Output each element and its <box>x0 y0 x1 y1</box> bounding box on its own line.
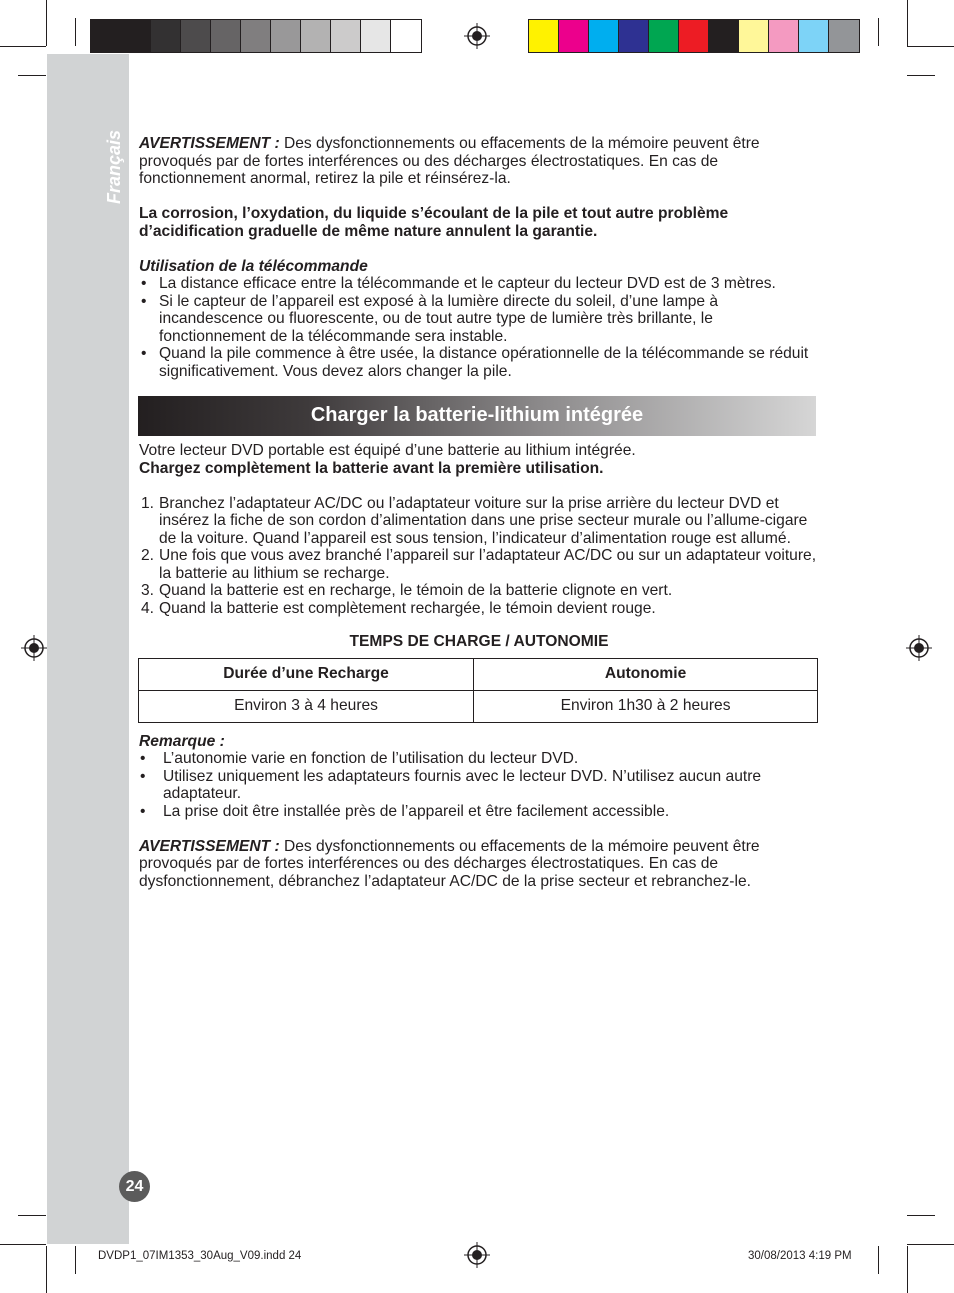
table-header-cell: Autonomie <box>474 658 818 690</box>
registration-mark-icon <box>906 635 932 661</box>
color-swatch <box>529 20 559 52</box>
table-title: TEMPS DE CHARGE / AUTONOMIE <box>349 633 609 650</box>
color-swatch <box>301 20 331 52</box>
language-tab: Français <box>104 129 124 204</box>
list-item: • Si le capteur de l’appareil est exposé à la lumière directe du soleil, d’une lampe à incandescence ou fluorescente, ou de tout autre type de lumière très brillante, le fonctionnement de la télécommande sera instable. <box>141 292 719 345</box>
list-item: • La prise doit être installée près de l’appareil et être facilement accessible. <box>140 802 670 820</box>
crop-mark <box>46 0 47 46</box>
color-swatch <box>799 20 829 52</box>
table-row <box>139 690 818 722</box>
crop-mark <box>878 18 879 46</box>
remote-heading: Utilisation de la télécommande <box>139 257 368 275</box>
crop-mark <box>907 1246 908 1293</box>
grey-swatch-bar <box>90 19 422 53</box>
remarks-list <box>139 750 819 820</box>
color-swatch <box>739 20 769 52</box>
crop-mark <box>907 1244 954 1245</box>
crop-mark <box>75 18 76 46</box>
color-swatch-bar <box>528 19 860 53</box>
remarks-heading: Remarque : <box>139 732 225 750</box>
color-swatch <box>361 20 391 52</box>
color-swatch <box>619 20 649 52</box>
registration-mark-icon <box>464 23 490 49</box>
warning-paragraph <box>139 135 819 188</box>
step-item: 4. Quand la batterie est complètement rechargée, le témoin devient rouge. <box>141 599 656 617</box>
table-header-row <box>139 658 818 690</box>
color-swatch <box>769 20 799 52</box>
crop-mark <box>907 0 908 46</box>
warning-paragraph <box>139 838 819 891</box>
table-cell: Environ 1h30 à 2 heures <box>474 690 818 722</box>
list-item: • L’autonomie varie en fonction de l’utilisation du lecteur DVD. <box>140 750 579 767</box>
list-item: • La distance efficace entre la télécommande et le capteur du lecteur DVD est de 3 mètres. <box>141 275 776 292</box>
intro-bold-line: Chargez complètement la batterie avant la première utilisation. <box>139 459 604 477</box>
footer-date: 30/08/2013 4:19 PM <box>748 1250 852 1262</box>
crop-mark <box>46 1246 47 1293</box>
color-swatch <box>241 20 271 52</box>
warning-text: Des dysfonctionnements ou effacements de la mémoire peuvent être provoqués par de fortes interférences ou des décharges électrostatiques. En cas de fonctionnement anormal, retirez la pile et réinsérez-la. <box>139 135 760 187</box>
side-strip <box>47 54 129 1244</box>
page-number: 24 <box>119 1171 150 1202</box>
color-swatch <box>391 20 421 52</box>
color-swatch <box>271 20 301 52</box>
section-banner: Charger la batterie-lithium intégrée <box>138 396 816 436</box>
table-header-cell: Durée d’une Recharge <box>139 658 474 690</box>
color-swatch <box>151 20 181 52</box>
crop-mark <box>75 1246 76 1274</box>
color-swatch <box>829 20 859 52</box>
corrosion-notice: La corrosion, l’oxydation, du liquide s’écoulant de la pile et tout autre problème d’acidification graduelle de même nature annulent la garantie. <box>139 205 729 240</box>
color-swatch <box>679 20 709 52</box>
warning-text: Des dysfonctionnements ou effacements de la mémoire peuvent être provoqués par de fortes interférences ou des décharges électrostatiques. En cas de dysfonctionnement, débranchez l’adaptateur AC/DC de la prise secteur et rebranchez-le. <box>139 837 760 890</box>
color-swatch <box>589 20 619 52</box>
color-swatch <box>91 20 121 52</box>
color-swatch <box>181 20 211 52</box>
remote-list <box>139 275 819 380</box>
crop-mark <box>907 75 935 76</box>
step-item: 3. Quand la batterie est en recharge, le témoin de la batterie clignote en vert. <box>141 582 673 599</box>
crop-mark <box>878 1246 879 1274</box>
crop-mark <box>0 46 46 47</box>
crop-mark <box>907 1215 935 1216</box>
page-content <box>139 135 819 890</box>
list-item: • Quand la pile commence à être usée, la distance opérationnelle de la télécommande se réduit significativement. Vous devez alors changer la pile. <box>141 345 809 380</box>
registration-mark-icon <box>21 635 47 661</box>
warning-label: AVERTISSEMENT : <box>139 837 280 855</box>
intro-line: Votre lecteur DVD portable est équipé d’une batterie au lithium intégrée. <box>139 442 636 459</box>
crop-mark <box>0 1244 46 1245</box>
color-swatch <box>211 20 241 52</box>
color-swatch <box>709 20 739 52</box>
warning-label: AVERTISSEMENT : <box>139 135 280 152</box>
list-item: • Utilisez uniquement les adaptateurs fournis avec le lecteur DVD. N’utilisez aucun autre adaptateur. <box>140 767 762 802</box>
crop-mark <box>18 75 46 76</box>
footer-filename: DVDP1_07IM1353_30Aug_V09.indd 24 <box>98 1250 302 1262</box>
charge-table <box>138 658 818 723</box>
table-cell: Environ 3 à 4 heures <box>139 690 474 722</box>
crop-mark <box>907 46 954 47</box>
color-swatch <box>331 20 361 52</box>
step-item: 1. Branchez l’adaptateur AC/DC ou l’adaptateur voiture sur la prise arrière du lecteur DVD et insérez la fiche de son cordon d’alimentation dans une prise secteur murale ou l’allume-cigare de la voiture. Quand l’appareil est sous tension, l’indicateur d’alimentation rouge est allumé. <box>141 494 808 547</box>
step-item: 2. Une fois que vous avez branché l’appareil sur l’adaptateur AC/DC ou sur un adaptateur voiture, la batterie au lithium se recharge. <box>141 547 817 582</box>
color-swatch <box>121 20 151 52</box>
color-swatch <box>649 20 679 52</box>
crop-mark <box>18 1215 46 1216</box>
registration-mark-icon <box>464 1242 490 1268</box>
charging-steps <box>139 495 819 618</box>
color-swatch <box>559 20 589 52</box>
